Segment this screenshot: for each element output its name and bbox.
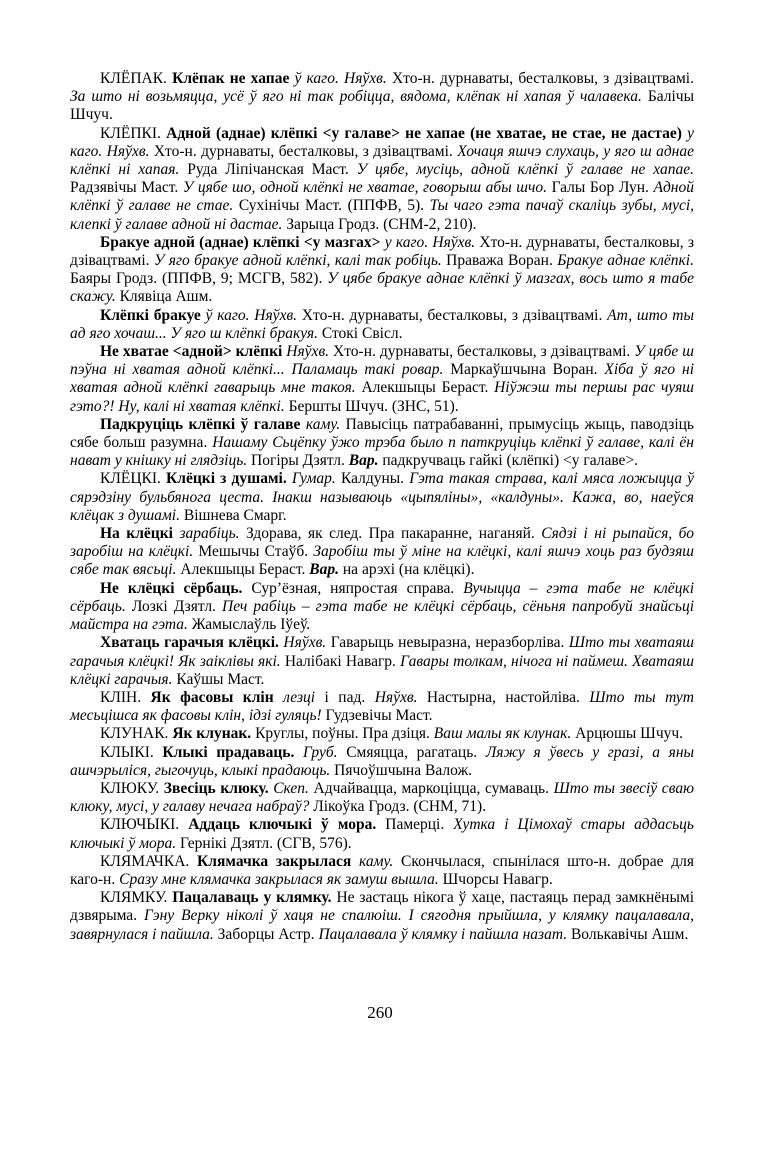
- text-run: Круглы, поўны. Пра дзіця.: [255, 725, 434, 743]
- text-run: Што ты звесіў сваю клюку, мусі, у галаву нечага набраў?: [70, 779, 694, 816]
- entry-paragraph: [70, 853, 694, 889]
- text-run: Сухінічы Маст. (ППФВ, 5).: [238, 197, 430, 215]
- text-run: Бершты Шчуч. (ЗНС, 51).: [288, 397, 459, 415]
- text-run: Клямачка закрылася: [197, 852, 359, 870]
- text-run: Ты чаго гэта пачаў скаліць зубы, мусі, клепкі ў галаве адной ні дастае.: [70, 197, 695, 233]
- text-run: Хватаць гарачыя клёцкі.: [100, 634, 284, 652]
- text-run: Адной (аднае) клёпкі <у галаве> не хапае (не хватае, не стае, не дастае): [166, 124, 688, 142]
- text-run: КЛЁПКІ.: [100, 124, 167, 142]
- text-run: Зарыца Гродз. (СНМ-2, 210).: [286, 215, 477, 233]
- entry-paragraph: [70, 70, 694, 125]
- text-run: КЛЯМКУ.: [100, 889, 173, 907]
- entry-paragraph: [70, 234, 694, 307]
- text-run: КЛЁПАК.: [100, 70, 173, 87]
- text-run: У цябе шо, одной клёпкі не хватае, говорыш абы шчо.: [182, 179, 552, 197]
- dictionary-entries: [70, 70, 694, 944]
- text-run: На клёцкі: [100, 525, 180, 543]
- text-run: Сразу мне клямачка закрылася як замуш вышла.: [119, 870, 443, 888]
- text-run: Не застаць нікога ў хаце, пастаяць перад замкнёнымі дзвярыма.: [70, 889, 694, 925]
- text-run: Што ты хватаяш гарачыя клёцкі! Як заіклівы які.: [70, 634, 694, 670]
- text-run: Бракуе аднае клёпкі.: [557, 252, 694, 270]
- text-run: Вар.: [309, 561, 343, 579]
- text-run: Падкруціць клёпкі ў галаве: [100, 415, 306, 433]
- text-run: КЛЯМАЧКА.: [100, 852, 198, 870]
- text-run: Што ты тут месьцішса як фасовы клін, ідзі гуляць!: [70, 688, 694, 725]
- entry-paragraph: [70, 307, 694, 343]
- text-run: Алекшыцы Бераст.: [361, 379, 495, 397]
- text-run: Хто-н. дурнаваты, бесталковы, з дзівацтвамі.: [70, 233, 695, 270]
- text-run: Лікоўка Гродз. (СНМ, 71).: [313, 798, 487, 816]
- text-run: Вар.: [348, 452, 383, 470]
- text-run: Балічы Шчуч.: [70, 88, 694, 124]
- entry-paragraph: [70, 343, 694, 416]
- text-run: Хто-н. дурнаваты, бесталковы, з дзівацтвамі.: [333, 343, 635, 361]
- text-run: Сядзі і ні рыпайся, бо заробіш на клёцкі.: [70, 525, 694, 561]
- text-run: Радзявічы Маст.: [70, 179, 183, 197]
- text-run: Не клёцкі сёрбаць.: [100, 579, 252, 597]
- text-run: Заробіш ты ў міне на клёцкі, калі яшчэ хоць раз будзяш сябе так вясьці.: [70, 543, 694, 579]
- text-run: У цябе бракуе аднае клёпкі ў мазгах, вось што я табе скажу.: [70, 270, 694, 306]
- text-run: Як клунак.: [172, 725, 256, 743]
- text-run: Сур’ёзная, няпростая справа.: [251, 579, 464, 597]
- text-run: Галы Бор Лун.: [551, 179, 654, 197]
- text-run: Хіба ў яго ні хватая адной клёпкі гаварыць мне такоя.: [70, 361, 694, 397]
- text-run: Пацалавала ў клямку і пайшла назат.: [318, 925, 571, 943]
- text-run: Няўхв.: [286, 343, 334, 361]
- text-run: Павысіць патрабаванні, прымусіць жыць, паводзіць сябе больш разумна.: [70, 415, 694, 452]
- text-run: Адной клёпкі ў галаве не стае.: [70, 179, 694, 215]
- text-run: Клёпкі бракуе: [100, 306, 206, 324]
- text-run: Груб.: [303, 743, 347, 761]
- text-run: Бракуе адной (аднае) клёпкі <у мазгах>: [100, 233, 385, 251]
- entry-paragraph: [70, 125, 694, 234]
- text-run: У цябе, мусіць, адной клёпкі ў галаве не хапае.: [356, 161, 694, 179]
- text-run: Печ рабіць – гэта табе не клёцкі сёрбаць, сёньня папробуй знайсьці майстра на гэта.: [70, 597, 695, 634]
- text-run: У яго бракуе адной клёпкі, калі так робіць.: [153, 252, 447, 270]
- text-run: Гумар.: [291, 470, 341, 488]
- entry-paragraph: [70, 525, 694, 580]
- text-run: Хто-н. дурнаваты, бесталковы, з дзівацтвамі.: [301, 306, 608, 324]
- text-run: Хутка і Цімохаў стары аддасьць ключыкі ў мора.: [70, 816, 694, 852]
- text-run: Вучыцца – гэта табе не клёцкі сёрбаць.: [70, 579, 694, 615]
- text-run: Скончылася, спынілася што-н. добрае для каго-н.: [70, 852, 694, 888]
- text-run: Гэну Верку ніколі ў хаця не спалюіш. І сягодня прыйшла, у клямку пацалавала, завярнулася і пайшла.: [70, 907, 694, 943]
- text-run: Праважа Воран.: [446, 252, 558, 270]
- text-run: Шчорсы Навагр.: [442, 870, 553, 888]
- text-run: лезці: [283, 688, 325, 706]
- text-run: Гернікі Дзятл. (СГВ, 576).: [180, 834, 352, 852]
- text-run: Звесіць клюку.: [163, 779, 274, 797]
- text-run: на арэхі (на клёцкі).: [342, 561, 475, 579]
- text-run: Скеп.: [273, 779, 314, 797]
- entry-paragraph: [70, 416, 694, 471]
- text-run: Волькавічы Ашм.: [570, 925, 689, 943]
- text-run: Ваш малы як клунак.: [433, 725, 576, 743]
- text-run: Няўхв.: [283, 634, 331, 652]
- text-run: Клявіца Ашм.: [119, 288, 213, 306]
- text-run: Хто-н. дурнаваты, бесталковы, з дзівацтвамі.: [391, 70, 694, 87]
- text-run: Гаварыць невыразна, неразборліва.: [330, 634, 569, 652]
- text-run: Налібакі Навагр.: [284, 652, 401, 670]
- entry-paragraph: [70, 580, 694, 635]
- text-run: Клёцкі з душамі.: [166, 470, 292, 488]
- text-run: Стокі Свісл.: [321, 324, 403, 342]
- text-run: Калдуны.: [340, 470, 410, 488]
- text-run: Жамыслаўль Іўеў.: [191, 616, 311, 634]
- text-run: КЛЮЧЫКІ.: [100, 816, 189, 834]
- text-run: ў каго. Няўхв.: [205, 306, 302, 324]
- text-run: Вішнева Смарг.: [183, 506, 287, 524]
- entry-paragraph: [70, 744, 694, 780]
- text-run: За што ні возьмяцца, усё ў яго ні так робіцца, вядома, клёпак ні хапая ў чалавека.: [70, 88, 648, 106]
- text-run: Каўшы Маст.: [176, 670, 265, 688]
- text-run: Заборцы Астр.: [217, 925, 319, 943]
- text-run: КЛУНАК.: [100, 725, 173, 743]
- text-run: Настырна, настойліва.: [426, 688, 590, 706]
- text-run: Аддаць ключыкі ў мора.: [188, 816, 386, 834]
- text-run: У цябе ш пэўна ні хватая адной клёпкі... Паламаць такі ровар.: [70, 343, 694, 379]
- text-run: Гавары толкам, нічога ні паймеш. Хватаяш клёцкі гарачыя.: [70, 652, 694, 688]
- text-run: Гэта такая страва, калі мяса ложыцца ў сярэдзіну бульбянога цеста. Інакш называюць «цыпяліны», «калдуны». Кажа, во, наеўся клёцак з душамі.: [70, 470, 694, 524]
- entry-paragraph: [70, 780, 694, 816]
- text-run: Лозкі Дзятл.: [131, 597, 223, 615]
- text-run: у каго. Няўхв.: [70, 124, 694, 160]
- text-run: Маркаўшчына Воран.: [450, 361, 605, 379]
- text-run: КЛЁЦКІ.: [100, 470, 167, 488]
- text-run: Погіры Дзятл.: [251, 452, 349, 470]
- text-run: Ляжу я ўвесь у гразі, а яны ашчэрыліся, гыгочуць, клыкі прадаюць.: [70, 743, 694, 779]
- entry-paragraph: [70, 816, 694, 852]
- text-run: Клёпак не хапае: [172, 70, 295, 87]
- text-run: Хто-н. дурнаваты, бесталковы, з дзівацтвамі.: [153, 142, 458, 160]
- text-run: Мешычы Стаўб.: [198, 543, 314, 561]
- text-run: Арцюшы Шчуч.: [575, 725, 684, 743]
- text-run: і пад.: [324, 688, 375, 706]
- entry-paragraph: [70, 689, 694, 725]
- page-number: 260: [367, 1003, 393, 1022]
- entry-paragraph: [70, 725, 694, 743]
- text-run: каму.: [358, 852, 401, 870]
- entry-paragraph: [70, 889, 694, 944]
- text-run: ў каго. Няўхв.: [294, 70, 392, 87]
- text-run: Пацалаваць у клямку.: [172, 889, 337, 907]
- text-run: Ніўжэш ты першы рас чуяш гэто?! Ну, калі ні хватая клёпкі.: [70, 379, 694, 415]
- text-run: каму.: [305, 415, 346, 433]
- text-run: падкручваць гайкі (клёпкі) <у галаве>.: [382, 452, 639, 470]
- text-run: КЛІН.: [100, 688, 151, 706]
- text-run: Нашаму Сьцёпку ўжо трэба было п паткруціць клёпкі ў галаве, калі ён нават у кнішку ні глядзіць.: [70, 434, 694, 470]
- text-run: Клыкі прадаваць.: [162, 743, 304, 761]
- text-run: у каго. Няўхв.: [384, 233, 480, 251]
- text-run: Адчайвацца, маркоціцца, сумаваць.: [313, 779, 554, 797]
- text-run: КЛЮКУ.: [100, 779, 164, 797]
- text-run: Хочаця яшчэ слухаць, у яго ш аднае клёпкі ні хапая.: [70, 142, 694, 179]
- text-run: Не хватае <адной> клёпкі: [100, 343, 287, 361]
- entry-paragraph: [70, 470, 694, 525]
- text-run: Пячоўшчына Валож.: [334, 761, 473, 779]
- text-run: Баяры Гродз. (ППФВ, 9; МСГВ, 582).: [70, 270, 328, 288]
- text-run: Няўхв.: [374, 688, 427, 706]
- text-run: Алекшыцы Бераст.: [180, 561, 310, 579]
- text-run: зарабіць.: [179, 525, 246, 543]
- text-run: Ат, што ты ад яго хочаш... У яго ш клёпкі бракуя.: [70, 306, 694, 342]
- text-run: Памерці.: [385, 816, 454, 834]
- text-run: Руда Ліпічанская Маст.: [187, 161, 357, 179]
- text-run: Як фасовы клін: [150, 688, 284, 706]
- text-run: Здорава, як след. Пра пакаранне, наганяй.: [246, 525, 542, 543]
- text-run: КЛЫКІ.: [100, 743, 163, 761]
- text-run: Гудзевічы Маст.: [325, 707, 433, 725]
- entry-paragraph: [70, 634, 694, 689]
- text-run: Смяяцца, рагатаць.: [346, 743, 486, 761]
